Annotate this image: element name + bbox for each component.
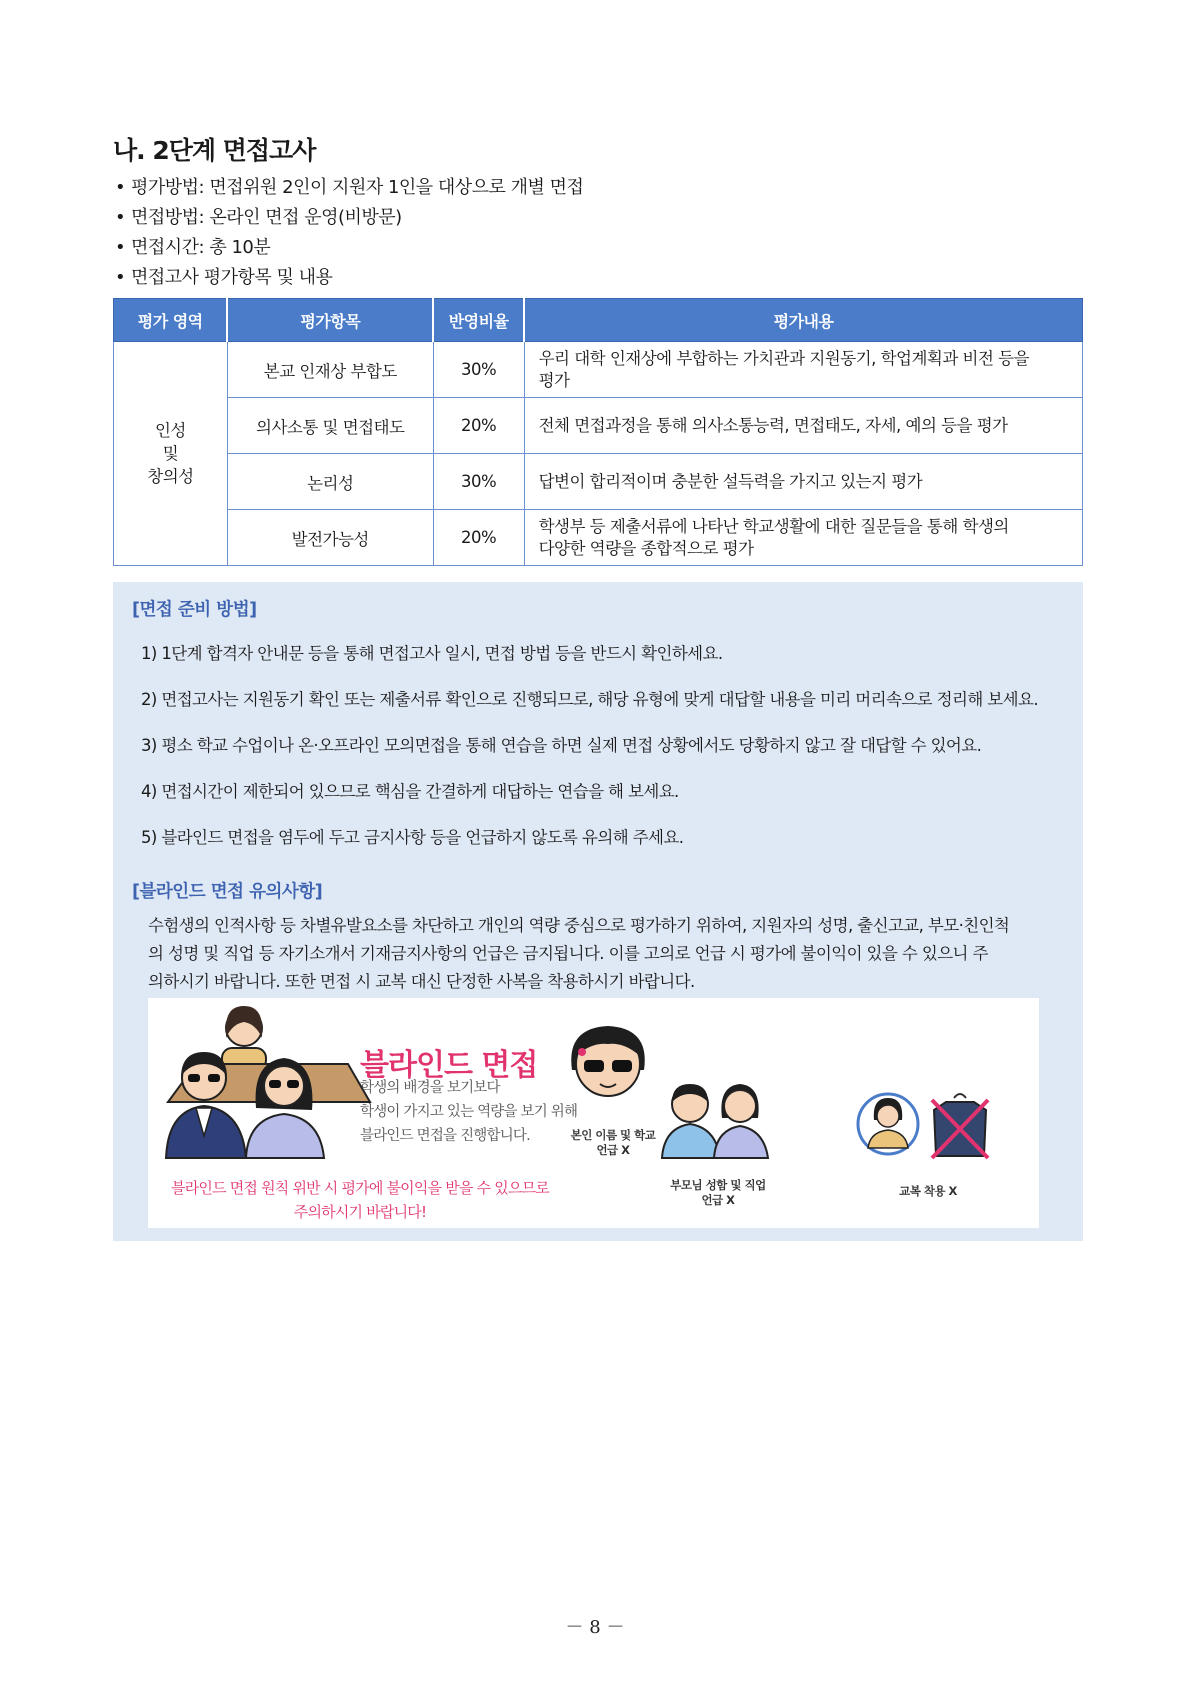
content-cell [524,454,1082,510]
caption-uniform: 교복 착용 X [899,1184,957,1198]
student-portrait-icon [858,1094,918,1154]
bullet-interview-method: • 면접방법: 온라인 면접 운영(비방문) [113,203,583,233]
content-line: 학생부 등 제출서류에 나타난 학교생활에 대한 질문들을 통해 학생의 [538,516,1009,536]
caption-parents [648,1178,788,1208]
content-cell [524,342,1082,398]
desc-line: 학생이 가지고 있는 역량을 보기 위해 [360,1104,578,1120]
content-cell [524,398,1082,454]
list-item: 4) 면접시간이 제한되어 있으므로 핵심을 간결하게 대답하는 연습을 해 보세요. [141,782,679,801]
area-line: 창의성 [147,467,194,486]
area-line: 인성 [154,421,186,440]
list-item: 1) 1단계 합격자 안내문 등을 통해 면접고사 일시, 면접 방법 등을 반드시 확인하세요. [141,644,723,663]
blind-notice [148,912,1054,996]
warning-line: 블라인드 면접 원칙 위반 시 평가에 불이익을 받을 수 있으므로 [171,1179,549,1197]
evaluation-table [113,298,1083,566]
warning-line: 주의하시기 바랍니다! [293,1203,427,1221]
list-item: 3) 평소 학교 수업이나 온·오프라인 모의면접을 통해 연습을 하면 실제 면접 상황에서도 당황하지 않고 잘 대답할 수 있어요. [141,736,982,755]
illustration-description [360,1076,577,1148]
content-line: 전체 면접과정을 통해 의사소통능력, 면접태도, 자세, 예의 등을 평가 [538,415,1008,435]
list-item: 2) 면접고사는 지원동기 확인 또는 제출서류 확인으로 진행되므로, 해당 유형에 맞게 대답할 내용을 미리 머리속으로 정리해 보세요. [141,690,1038,709]
content-line: 우리 대학 인재상에 부합하는 가치관과 지원동기, 학업계획과 비전 등을 [538,348,1030,368]
item-cell: 의사소통 및 면접태도 [227,398,433,454]
ratio-cell: 30% [433,342,524,398]
item-cell: 발전가능성 [227,510,433,566]
section-title: 나. 2단계 면접고사 [113,136,316,165]
item-cell: 본교 인재상 부합도 [227,342,433,398]
table-row [114,342,1083,398]
prep-list [141,639,1038,869]
table-row [114,510,1083,566]
caption-line: 언급 X [701,1193,735,1207]
evaluation-area-cell [114,342,228,566]
table-row [114,454,1083,510]
notice-line: 수험생의 인적사항 등 차별유발요소를 차단하고 개인의 역량 중심으로 평가하기 위하여, 지원자의 성명, 출신고교, 부모·친인척 [148,916,1010,935]
prep-heading: [면접 준비 방법] [132,600,257,620]
header-area: 평가 영역 [114,299,228,342]
content-line: 다양한 역량을 종합적으로 평가 [538,538,754,558]
header-content: 평가내용 [524,299,1082,342]
interviewer-icon [222,1006,266,1070]
bullet-interview-time: • 면접시간: 총 10분 [113,233,583,263]
table-header-row [114,299,1083,342]
mother-icon [714,1084,768,1158]
table-row [114,398,1083,454]
content-cell [524,510,1082,566]
bullet-evaluation-items: • 면접고사 평가항목 및 내용 [113,263,583,293]
blind-heading: [블라인드 면접 유의사항] [132,882,323,902]
caption-line: 언급 X [596,1143,630,1157]
caption-line: 부모님 성함 및 직업 [670,1178,766,1192]
page-number: － 8 － [565,1617,625,1638]
content-line: 평가 [538,370,570,390]
ratio-cell: 20% [433,398,524,454]
list-item: 5) 블라인드 면접을 염두에 두고 금지사항 등을 언급하지 않도록 유의해 주세요. [141,828,684,847]
bullet-evaluation-method: • 평가방법: 면접위원 2인이 지원자 1인을 대상으로 개별 면접 [113,173,583,203]
ratio-cell: 30% [433,454,524,510]
ratio-cell: 20% [433,510,524,566]
illustration-warning [170,1176,550,1224]
caption-name [553,1128,673,1158]
header-ratio: 반영비율 [433,299,524,342]
item-cell: 논리성 [227,454,433,510]
sunglasses-face-icon [571,1026,645,1096]
area-line: 및 [162,444,179,463]
caption-line: 본인 이름 및 학교 [570,1128,656,1142]
content-line: 답변이 합리적이며 충분한 설득력을 가지고 있는지 평가 [538,471,923,491]
blind-interview-illustration [148,998,1039,1228]
notice-line: 의하시기 바랍니다. 또한 면접 시 교복 대신 단정한 사복을 착용하시기 바랍니다. [148,972,695,991]
interview-guide-box [113,582,1083,1241]
notice-line: 의 성명 및 직업 등 자기소개서 기재금지사항의 언급은 금지됩니다. 이를 고의로 언급 시 평가에 불이익이 있을 수 있으니 주 [148,944,988,963]
header-item: 평가항목 [227,299,433,342]
illustration-title: 블라인드 면접 [360,1048,538,1083]
desc-line: 블라인드 면접을 진행합니다. [360,1128,530,1144]
uniform-crossed-icon [932,1094,988,1158]
overview-bullet-list [113,173,583,293]
desc-line: 학생의 배경을 보기보다 [360,1080,500,1096]
